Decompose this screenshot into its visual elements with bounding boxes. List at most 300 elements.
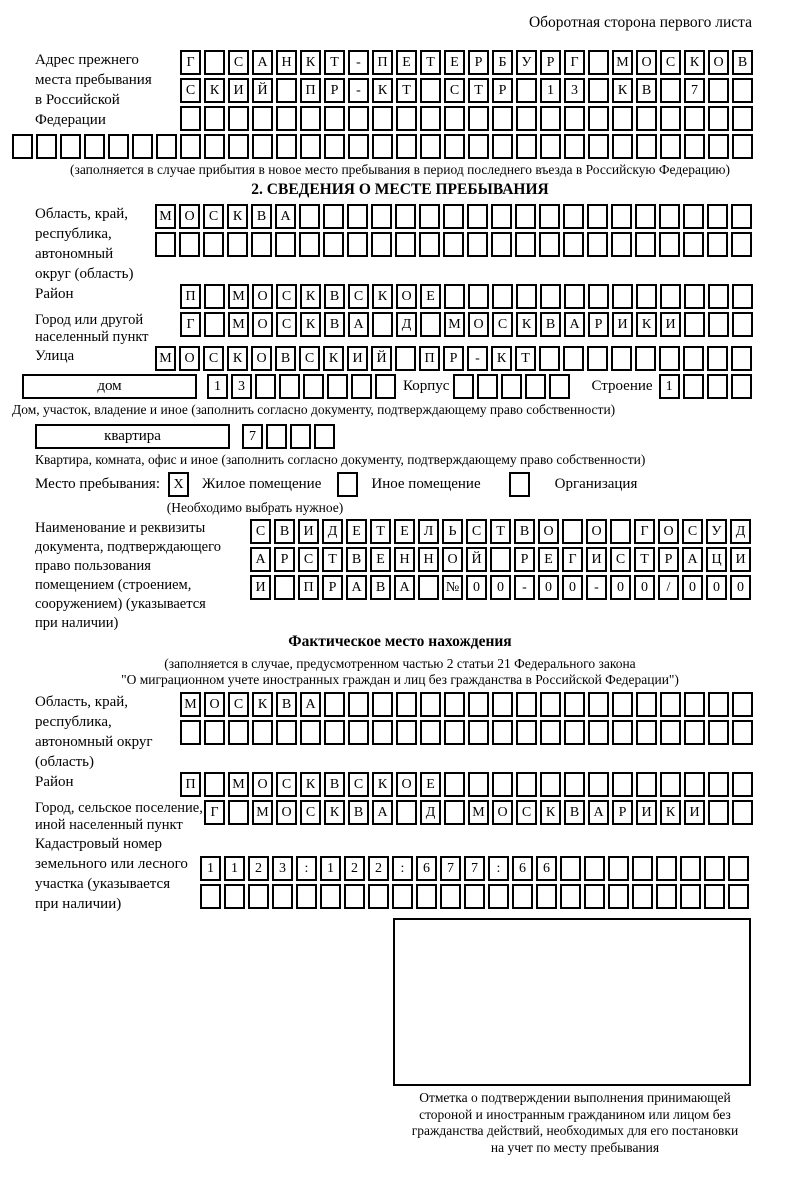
char-cell[interactable]: 3 — [564, 78, 585, 103]
char-cell[interactable] — [300, 106, 321, 131]
char-cell[interactable]: С — [444, 78, 465, 103]
char-cell[interactable]: С — [466, 519, 487, 544]
char-cell[interactable] — [704, 856, 725, 881]
char-cell[interactable]: С — [228, 50, 249, 75]
char-cell[interactable]: Д — [396, 312, 417, 337]
char-cell[interactable] — [204, 312, 225, 337]
char-cell[interactable]: В — [370, 575, 391, 600]
char-cell[interactable] — [659, 232, 680, 257]
char-cell[interactable]: В — [348, 800, 369, 825]
char-cell[interactable] — [564, 772, 585, 797]
char-cell[interactable] — [659, 346, 680, 371]
char-cell[interactable]: 2 — [368, 856, 389, 881]
char-cell[interactable] — [276, 106, 297, 131]
char-cell[interactable]: С — [298, 547, 319, 572]
char-cell[interactable] — [563, 232, 584, 257]
char-cell[interactable]: О — [658, 519, 679, 544]
char-cell[interactable] — [660, 78, 681, 103]
char-cell[interactable]: Д — [730, 519, 751, 544]
char-cell[interactable]: Е — [394, 519, 415, 544]
char-cell[interactable] — [203, 232, 224, 257]
char-cell[interactable] — [396, 134, 417, 159]
char-cell[interactable] — [279, 374, 300, 399]
char-cell[interactable] — [276, 720, 297, 745]
char-cell[interactable] — [348, 720, 369, 745]
char-cell[interactable]: 3 — [231, 374, 252, 399]
char-cell[interactable] — [228, 134, 249, 159]
char-cell[interactable] — [659, 204, 680, 229]
char-cell[interactable]: И — [660, 312, 681, 337]
char-cell[interactable] — [684, 134, 705, 159]
char-cell[interactable] — [132, 134, 153, 159]
char-cell[interactable]: 0 — [538, 575, 559, 600]
char-cell[interactable] — [562, 519, 583, 544]
char-cell[interactable] — [516, 284, 537, 309]
char-cell[interactable] — [492, 134, 513, 159]
char-cell[interactable]: Т — [370, 519, 391, 544]
char-cell[interactable] — [252, 720, 273, 745]
char-cell[interactable] — [560, 856, 581, 881]
char-cell[interactable]: : — [488, 856, 509, 881]
char-cell[interactable] — [420, 134, 441, 159]
char-cell[interactable] — [564, 692, 585, 717]
char-cell[interactable] — [180, 720, 201, 745]
char-cell[interactable] — [327, 374, 348, 399]
char-cell[interactable] — [395, 232, 416, 257]
char-cell[interactable] — [732, 134, 753, 159]
char-cell[interactable] — [468, 106, 489, 131]
char-cell[interactable] — [418, 575, 439, 600]
char-cell[interactable] — [707, 346, 728, 371]
char-cell[interactable]: О — [252, 284, 273, 309]
char-cell[interactable] — [564, 106, 585, 131]
char-cell[interactable]: И — [228, 78, 249, 103]
char-cell[interactable] — [525, 374, 546, 399]
char-cell[interactable] — [732, 106, 753, 131]
char-cell[interactable] — [12, 134, 33, 159]
char-cell[interactable]: И — [298, 519, 319, 544]
char-cell[interactable] — [453, 374, 474, 399]
char-cell[interactable] — [467, 232, 488, 257]
char-cell[interactable] — [228, 106, 249, 131]
char-cell[interactable]: А — [394, 575, 415, 600]
char-cell[interactable]: К — [252, 692, 273, 717]
char-cell[interactable]: О — [179, 346, 200, 371]
char-cell[interactable]: В — [540, 312, 561, 337]
char-cell[interactable]: Ц — [706, 547, 727, 572]
char-cell[interactable]: Е — [420, 772, 441, 797]
char-cell[interactable]: М — [228, 312, 249, 337]
char-cell[interactable]: М — [155, 204, 176, 229]
char-cell[interactable] — [683, 232, 704, 257]
char-cell[interactable] — [635, 346, 656, 371]
char-cell[interactable] — [509, 472, 530, 497]
char-cell[interactable]: Т — [515, 346, 536, 371]
char-cell[interactable]: В — [276, 692, 297, 717]
char-cell[interactable] — [228, 800, 249, 825]
char-cell[interactable]: / — [658, 575, 679, 600]
char-cell[interactable] — [372, 720, 393, 745]
char-cell[interactable] — [612, 284, 633, 309]
char-cell[interactable] — [468, 720, 489, 745]
char-cell[interactable]: Т — [490, 519, 511, 544]
char-cell[interactable] — [612, 106, 633, 131]
char-cell[interactable]: П — [300, 78, 321, 103]
char-cell[interactable]: О — [708, 50, 729, 75]
char-cell[interactable]: С — [660, 50, 681, 75]
char-cell[interactable] — [732, 284, 753, 309]
char-cell[interactable] — [204, 772, 225, 797]
char-cell[interactable] — [660, 134, 681, 159]
char-cell[interactable] — [708, 134, 729, 159]
char-cell[interactable] — [324, 106, 345, 131]
char-cell[interactable] — [320, 884, 341, 909]
char-cell[interactable] — [635, 204, 656, 229]
char-cell[interactable]: В — [514, 519, 535, 544]
char-cell[interactable] — [563, 204, 584, 229]
char-cell[interactable] — [516, 106, 537, 131]
char-cell[interactable] — [419, 232, 440, 257]
char-cell[interactable] — [420, 78, 441, 103]
char-cell[interactable]: К — [372, 78, 393, 103]
char-cell[interactable] — [684, 692, 705, 717]
char-cell[interactable] — [443, 232, 464, 257]
char-cell[interactable] — [224, 884, 245, 909]
char-cell[interactable]: О — [396, 772, 417, 797]
char-cell[interactable] — [708, 284, 729, 309]
char-cell[interactable] — [84, 134, 105, 159]
char-cell[interactable] — [560, 884, 581, 909]
char-cell[interactable] — [608, 856, 629, 881]
char-cell[interactable]: К — [372, 772, 393, 797]
char-cell[interactable]: К — [227, 346, 248, 371]
char-cell[interactable]: Р — [324, 78, 345, 103]
char-cell[interactable] — [636, 720, 657, 745]
char-cell[interactable] — [348, 134, 369, 159]
char-cell[interactable] — [396, 720, 417, 745]
char-cell[interactable] — [155, 232, 176, 257]
char-cell[interactable]: А — [372, 800, 393, 825]
char-cell[interactable]: К — [323, 346, 344, 371]
char-cell[interactable]: 0 — [706, 575, 727, 600]
char-cell[interactable]: 0 — [682, 575, 703, 600]
char-cell[interactable]: Т — [322, 547, 343, 572]
char-cell[interactable]: К — [300, 312, 321, 337]
char-cell[interactable] — [492, 772, 513, 797]
char-cell[interactable]: Т — [634, 547, 655, 572]
char-cell[interactable] — [516, 134, 537, 159]
char-cell[interactable]: 0 — [490, 575, 511, 600]
char-cell[interactable]: С — [180, 78, 201, 103]
char-cell[interactable] — [180, 106, 201, 131]
char-cell[interactable]: 0 — [610, 575, 631, 600]
char-cell[interactable]: С — [250, 519, 271, 544]
char-cell[interactable]: М — [252, 800, 273, 825]
char-cell[interactable] — [728, 884, 749, 909]
char-cell[interactable] — [611, 346, 632, 371]
char-cell[interactable]: Н — [418, 547, 439, 572]
char-cell[interactable]: Р — [274, 547, 295, 572]
char-cell[interactable] — [515, 232, 536, 257]
char-cell[interactable]: Г — [562, 547, 583, 572]
char-cell[interactable] — [180, 134, 201, 159]
char-cell[interactable] — [492, 106, 513, 131]
char-cell[interactable] — [636, 772, 657, 797]
char-cell[interactable] — [708, 692, 729, 717]
char-cell[interactable] — [464, 884, 485, 909]
char-cell[interactable] — [337, 472, 358, 497]
char-cell[interactable]: К — [516, 312, 537, 337]
char-cell[interactable] — [395, 346, 416, 371]
char-cell[interactable] — [492, 284, 513, 309]
char-cell[interactable] — [204, 720, 225, 745]
char-cell[interactable] — [248, 884, 269, 909]
char-cell[interactable]: Й — [371, 346, 392, 371]
char-cell[interactable]: О — [251, 346, 272, 371]
char-cell[interactable] — [584, 884, 605, 909]
char-cell[interactable] — [707, 204, 728, 229]
char-cell[interactable] — [731, 204, 752, 229]
char-cell[interactable]: - — [586, 575, 607, 600]
char-cell[interactable] — [683, 346, 704, 371]
char-cell[interactable]: А — [346, 575, 367, 600]
char-cell[interactable] — [468, 772, 489, 797]
char-cell[interactable]: И — [586, 547, 607, 572]
char-cell[interactable]: М — [444, 312, 465, 337]
char-cell[interactable] — [540, 772, 561, 797]
char-cell[interactable] — [610, 519, 631, 544]
char-cell[interactable] — [375, 374, 396, 399]
char-cell[interactable]: И — [730, 547, 751, 572]
char-cell[interactable]: 6 — [536, 856, 557, 881]
char-cell[interactable] — [299, 232, 320, 257]
char-cell[interactable]: М — [612, 50, 633, 75]
char-cell[interactable] — [588, 692, 609, 717]
char-cell[interactable] — [444, 106, 465, 131]
char-cell[interactable]: 1 — [200, 856, 221, 881]
char-cell[interactable]: У — [516, 50, 537, 75]
char-cell[interactable] — [420, 720, 441, 745]
char-cell[interactable] — [587, 232, 608, 257]
char-cell[interactable]: С — [276, 772, 297, 797]
char-cell[interactable]: К — [204, 78, 225, 103]
char-cell[interactable] — [200, 884, 221, 909]
char-cell[interactable] — [680, 856, 701, 881]
char-cell[interactable]: А — [252, 50, 273, 75]
char-cell[interactable] — [632, 884, 653, 909]
char-cell[interactable] — [468, 692, 489, 717]
char-cell[interactable] — [708, 800, 729, 825]
char-cell[interactable] — [204, 106, 225, 131]
char-cell[interactable]: С — [300, 800, 321, 825]
char-cell[interactable]: В — [274, 519, 295, 544]
char-cell[interactable]: Р — [443, 346, 464, 371]
char-cell[interactable] — [704, 884, 725, 909]
char-cell[interactable]: С — [276, 312, 297, 337]
char-cell[interactable]: 1 — [224, 856, 245, 881]
char-cell[interactable] — [468, 134, 489, 159]
char-cell[interactable]: О — [586, 519, 607, 544]
char-cell[interactable]: К — [300, 50, 321, 75]
char-cell[interactable] — [300, 134, 321, 159]
char-cell[interactable] — [324, 692, 345, 717]
char-cell[interactable]: 0 — [466, 575, 487, 600]
char-cell[interactable] — [732, 312, 753, 337]
char-cell[interactable]: А — [300, 692, 321, 717]
char-cell[interactable] — [632, 856, 653, 881]
char-cell[interactable] — [276, 134, 297, 159]
char-cell[interactable]: 2 — [248, 856, 269, 881]
char-cell[interactable]: П — [298, 575, 319, 600]
char-cell[interactable]: В — [324, 312, 345, 337]
char-cell[interactable]: 2 — [344, 856, 365, 881]
char-cell[interactable] — [536, 884, 557, 909]
char-cell[interactable]: А — [588, 800, 609, 825]
char-cell[interactable]: К — [300, 772, 321, 797]
char-cell[interactable] — [420, 692, 441, 717]
char-cell[interactable]: Т — [420, 50, 441, 75]
char-cell[interactable]: В — [636, 78, 657, 103]
char-cell[interactable] — [255, 374, 276, 399]
char-cell[interactable] — [611, 204, 632, 229]
char-cell[interactable] — [444, 800, 465, 825]
char-cell[interactable]: Е — [420, 284, 441, 309]
char-cell[interactable] — [347, 232, 368, 257]
char-cell[interactable] — [516, 78, 537, 103]
char-cell[interactable] — [660, 284, 681, 309]
char-cell[interactable] — [656, 856, 677, 881]
char-cell[interactable]: Д — [322, 519, 343, 544]
char-cell[interactable] — [395, 204, 416, 229]
char-cell[interactable] — [251, 232, 272, 257]
char-cell[interactable]: И — [636, 800, 657, 825]
char-cell[interactable]: С — [516, 800, 537, 825]
char-cell[interactable] — [444, 772, 465, 797]
char-cell[interactable]: К — [612, 78, 633, 103]
char-cell[interactable] — [587, 204, 608, 229]
char-cell[interactable]: Р — [492, 78, 513, 103]
char-cell[interactable]: Е — [538, 547, 559, 572]
char-cell[interactable]: 0 — [634, 575, 655, 600]
char-cell[interactable]: О — [396, 284, 417, 309]
char-cell[interactable] — [477, 374, 498, 399]
char-cell[interactable] — [731, 232, 752, 257]
char-cell[interactable] — [539, 346, 560, 371]
char-cell[interactable] — [372, 106, 393, 131]
char-cell[interactable] — [636, 134, 657, 159]
char-cell[interactable]: В — [732, 50, 753, 75]
char-cell[interactable]: - — [514, 575, 535, 600]
char-cell[interactable]: 1 — [540, 78, 561, 103]
char-cell[interactable]: О — [492, 800, 513, 825]
char-cell[interactable]: 6 — [416, 856, 437, 881]
char-cell[interactable]: М — [228, 284, 249, 309]
char-cell[interactable] — [515, 204, 536, 229]
char-cell[interactable] — [732, 720, 753, 745]
char-cell[interactable] — [266, 424, 287, 449]
char-cell[interactable] — [684, 720, 705, 745]
char-cell[interactable] — [324, 720, 345, 745]
char-cell[interactable] — [732, 772, 753, 797]
char-cell[interactable] — [588, 106, 609, 131]
char-cell[interactable] — [564, 720, 585, 745]
char-cell[interactable] — [707, 374, 728, 399]
char-cell[interactable]: С — [610, 547, 631, 572]
char-cell[interactable] — [274, 575, 295, 600]
char-cell[interactable] — [732, 800, 753, 825]
char-cell[interactable]: С — [203, 346, 224, 371]
char-cell[interactable]: О — [252, 312, 273, 337]
char-cell[interactable]: П — [180, 284, 201, 309]
char-cell[interactable] — [707, 232, 728, 257]
char-cell[interactable] — [323, 232, 344, 257]
char-cell[interactable]: С — [348, 772, 369, 797]
char-cell[interactable]: Л — [418, 519, 439, 544]
char-cell[interactable] — [512, 884, 533, 909]
char-cell[interactable]: В — [324, 284, 345, 309]
char-cell[interactable]: Р — [322, 575, 343, 600]
char-cell[interactable]: А — [564, 312, 585, 337]
char-cell[interactable]: О — [179, 204, 200, 229]
char-cell[interactable]: X — [168, 472, 189, 497]
char-cell[interactable] — [540, 692, 561, 717]
char-cell[interactable] — [612, 692, 633, 717]
char-cell[interactable]: О — [442, 547, 463, 572]
char-cell[interactable] — [490, 547, 511, 572]
char-cell[interactable] — [588, 720, 609, 745]
char-cell[interactable]: С — [228, 692, 249, 717]
char-cell[interactable]: Е — [396, 50, 417, 75]
char-cell[interactable] — [36, 134, 57, 159]
char-cell[interactable]: О — [252, 772, 273, 797]
char-cell[interactable] — [347, 204, 368, 229]
char-cell[interactable]: К — [684, 50, 705, 75]
char-cell[interactable] — [612, 720, 633, 745]
char-cell[interactable]: Г — [204, 800, 225, 825]
char-cell[interactable]: - — [348, 50, 369, 75]
char-cell[interactable]: 1 — [659, 374, 680, 399]
char-cell[interactable]: В — [346, 547, 367, 572]
char-cell[interactable] — [516, 720, 537, 745]
char-cell[interactable]: О — [204, 692, 225, 717]
char-cell[interactable]: П — [180, 772, 201, 797]
char-cell[interactable]: Н — [394, 547, 415, 572]
char-cell[interactable]: А — [348, 312, 369, 337]
char-cell[interactable] — [323, 204, 344, 229]
char-cell[interactable] — [683, 204, 704, 229]
char-cell[interactable]: Т — [468, 78, 489, 103]
char-cell[interactable] — [684, 772, 705, 797]
char-cell[interactable]: М — [468, 800, 489, 825]
char-cell[interactable] — [252, 134, 273, 159]
char-cell[interactable] — [467, 204, 488, 229]
char-cell[interactable] — [684, 106, 705, 131]
char-cell[interactable] — [351, 374, 372, 399]
char-cell[interactable] — [684, 284, 705, 309]
char-cell[interactable] — [290, 424, 311, 449]
char-cell[interactable] — [708, 78, 729, 103]
char-cell[interactable] — [588, 772, 609, 797]
char-cell[interactable] — [540, 284, 561, 309]
char-cell[interactable]: К — [636, 312, 657, 337]
char-cell[interactable] — [608, 884, 629, 909]
char-cell[interactable]: Ь — [442, 519, 463, 544]
char-cell[interactable] — [612, 134, 633, 159]
char-cell[interactable]: Т — [324, 50, 345, 75]
char-cell[interactable] — [660, 720, 681, 745]
char-cell[interactable] — [204, 50, 225, 75]
char-cell[interactable] — [300, 720, 321, 745]
